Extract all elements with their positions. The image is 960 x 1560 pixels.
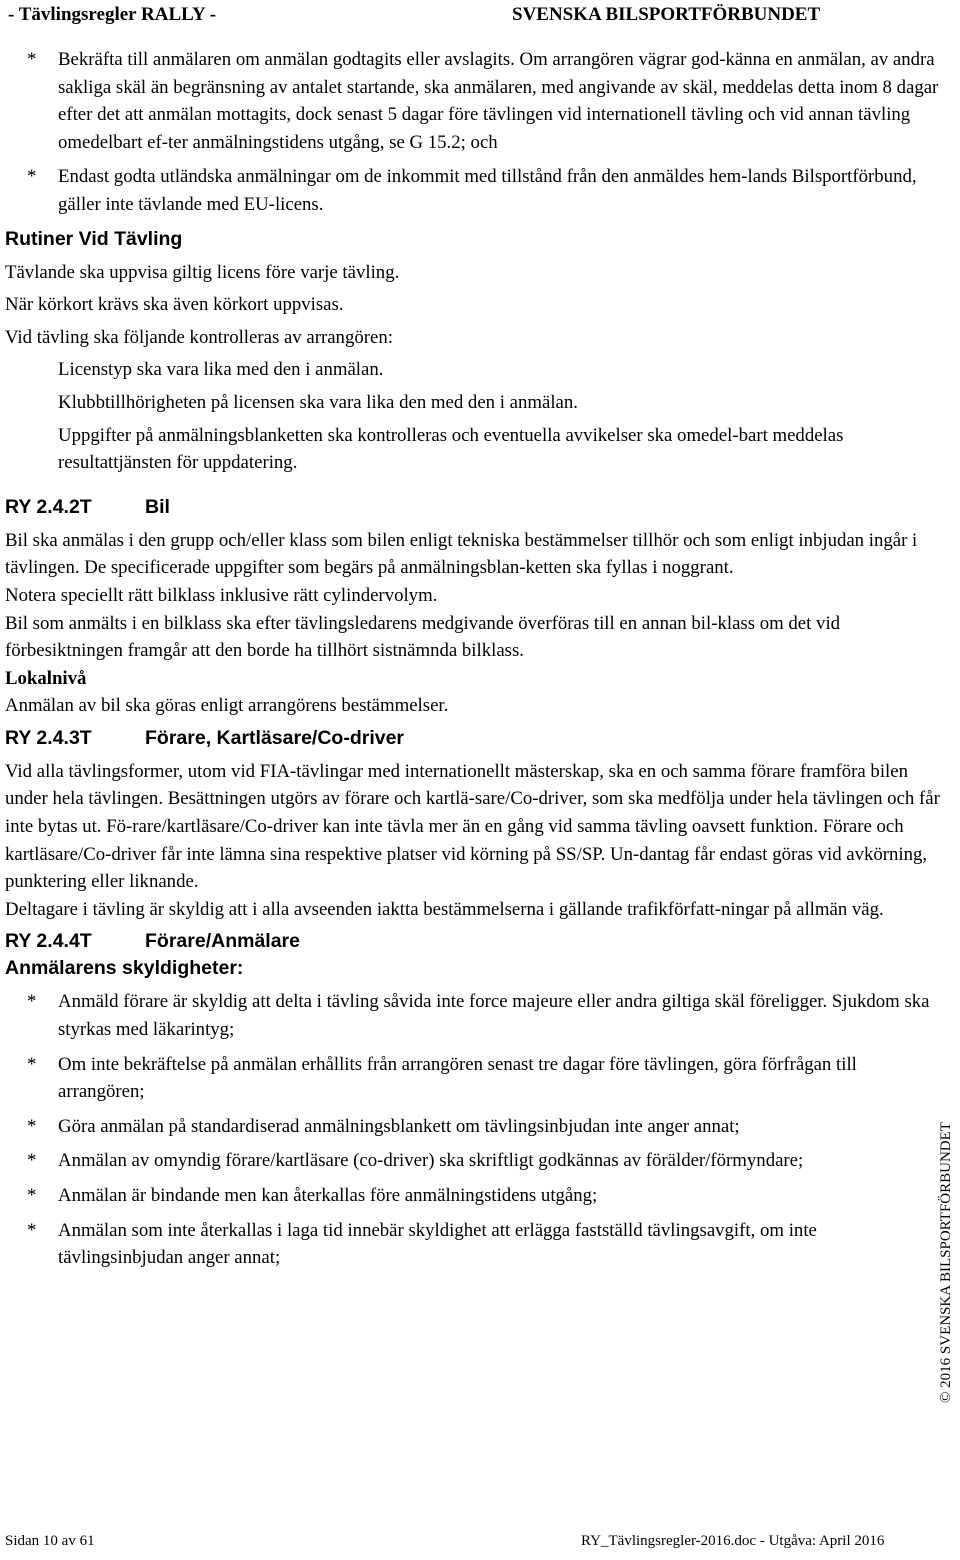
section-heading-ry-242 (5, 494, 945, 521)
list-item-text: Göra anmälan på standardiserad anmälningsblankett om tävlingsinbjudan inte anger annat; (58, 1115, 740, 1137)
list-item (5, 46, 945, 156)
sub-heading-anmalarens-skyldigheter: Anmälarens skyldigheter: (5, 957, 244, 980)
section-heading-ry-243 (5, 725, 945, 752)
list-item (5, 163, 945, 218)
section-title: Bil (145, 495, 170, 518)
bullet-marker: * (27, 991, 37, 1013)
paragraph: Deltagare i tävling är skyldig att i alla avseenden iaktta bestämmelserna i gällande trafikförfatt-ningar på allmän väg. (5, 898, 884, 920)
bullet-marker: * (27, 1053, 37, 1075)
obligations-bullet-list (5, 988, 945, 1271)
bullet-marker: * (27, 1219, 37, 1241)
paragraph: Bil som anmälts i en bilklass ska efter tävlingsledarens medgivande överföras till en annan bil-klass om det vid förbesiktningen framgår att den borde ha tillhört sistnämnda bilklass. (5, 612, 841, 662)
list-item-text: Bekräfta till anmälaren om anmälan godtagits eller avslagits. Om arrangören vägrar god-känna en anmälan, av andra sakliga skäl än begränsning av antalet startande, ska anmälaren, med angivande av skäl, meddelas detta inom 8 dagar efter det att anmälan mottagits, dock senast 5 dagar före tävlingen vid internationell tävling och vid annan tävling omedelbart ef-ter anmälningstidens utgång, se G 15.2; och (58, 49, 939, 153)
paragraph: När körkort krävs ska även körkort uppvisas. (5, 294, 344, 316)
paragraph: Vid tävling ska följande kontrolleras av arrangören: (5, 326, 393, 348)
side-copyright-notice: © 2016 SVENSKA BILSPORTFÖRBUNDET (938, 1122, 954, 1403)
list-item (5, 988, 945, 1043)
check-item: Uppgifter på anmälningsblanketten ska kontrolleras och eventuella avvikelser ska omedel-bart meddelas resultattjänsten för uppdatering. (58, 424, 844, 474)
section-heading-rutiner: Rutiner Vid Tävling (5, 227, 183, 250)
list-item (5, 1182, 945, 1210)
bullet-marker: * (27, 1150, 37, 1172)
bullet-marker: * (27, 1115, 37, 1137)
list-item (5, 1217, 945, 1272)
footer-page-number: Sidan 10 av 61 (5, 1533, 95, 1549)
list-item-text: Anmälan av omyndig förare/kartläsare (co-driver) ska skriftligt godkännas av förälder/förmyndare; (58, 1150, 804, 1172)
document-body (5, 46, 945, 1279)
list-item-text: Anmäld förare är skyldig att delta i tävling såvida inte force majeure eller andra giltiga skäl föreligger. Sjukdom ska styrkas med läkarintyg; (58, 991, 930, 1041)
paragraph: Tävlande ska uppvisa giltig licens före varje tävling. (5, 261, 400, 283)
list-item-text: Endast godta utländska anmälningar om de inkommit med tillstånd från den anmäldes hem-lands Bilsportförbund, gäller inte tävlande med EU-licens. (58, 166, 917, 215)
list-item (5, 1113, 945, 1141)
list-item-text: Anmälan är bindande men kan återkallas före anmälningstidens utgång; (58, 1185, 598, 1206)
list-item (5, 1147, 945, 1175)
bullet-marker: * (27, 1185, 37, 1206)
paragraph: Notera speciellt rätt bilklass inklusive rätt cylindervolym. (5, 584, 438, 606)
paragraph: Bil ska anmälas i den grupp och/eller klass som bilen enligt tekniska bestämmelser tillhör och som enligt inbjudan ingår i tävlingen. De specificerade uppgifter som begärs på anmälningsblan-ketten ska fyllas i noggrant. (5, 529, 918, 579)
check-item: Licenstyp ska vara lika med den i anmälan. (58, 359, 384, 381)
intro-bullet-list (5, 46, 945, 219)
list-item-text: Anmälan som inte återkallas i laga tid innebär skyldighet att erlägga fastställd tävlingsavgift, om inte tävlingsinbjudan anger annat; (58, 1219, 817, 1269)
header-title-left: - Tävlingsregler RALLY - (8, 4, 217, 25)
paragraph: Anmälan av bil ska göras enligt arrangörens bestämmelser. (5, 695, 449, 717)
check-item: Klubbtillhörigheten på licensen ska vara lika den med den i anmälan. (58, 391, 578, 413)
section-heading-ry-244 (5, 928, 945, 955)
section-title: Förare/Anmälare (145, 930, 300, 953)
list-item-text: Om inte bekräftelse på anmälan erhållits från arrangören senast tre dagar före tävlingen, göra förfrågan till arrangören; (58, 1053, 857, 1103)
bullet-marker: * (27, 49, 37, 70)
sub-heading-lokalniva: Lokalnivå (5, 667, 87, 689)
section-number: RY 2.4.3T (5, 726, 92, 749)
header-title-right: SVENSKA BILSPORTFÖRBUNDET (512, 4, 821, 25)
paragraph: Vid alla tävlingsformer, utom vid FIA-tävlingar med internationellt mästerskap, ska en och samma förare framföra bilen under hela tävlingen. Besättningen utgörs av förare och kartlä-sare/Co-driver, som ska medfölja under hela tävlingen och får inte bytas ut. Fö-rare/kartläsare/Co-driver kan inte tävla mer än en gång vid samma tävling oavsett funktion. Förare och kartläsare/Co-driver får inte lämna sina respektive platser vid körning på SS/SP. Un-dantag får endast göras vid avkörning, punktering eller liknande. (5, 760, 940, 893)
section-title: Förare, Kartläsare/Co-driver (145, 726, 405, 749)
footer-document-info: RY_Tävlingsregler-2016.doc - Utgåva: April 2016 (581, 1533, 885, 1549)
bullet-marker: * (27, 166, 37, 188)
section-number: RY 2.4.4T (5, 930, 92, 953)
section-number: RY 2.4.2T (5, 495, 92, 518)
list-item (5, 1051, 945, 1106)
